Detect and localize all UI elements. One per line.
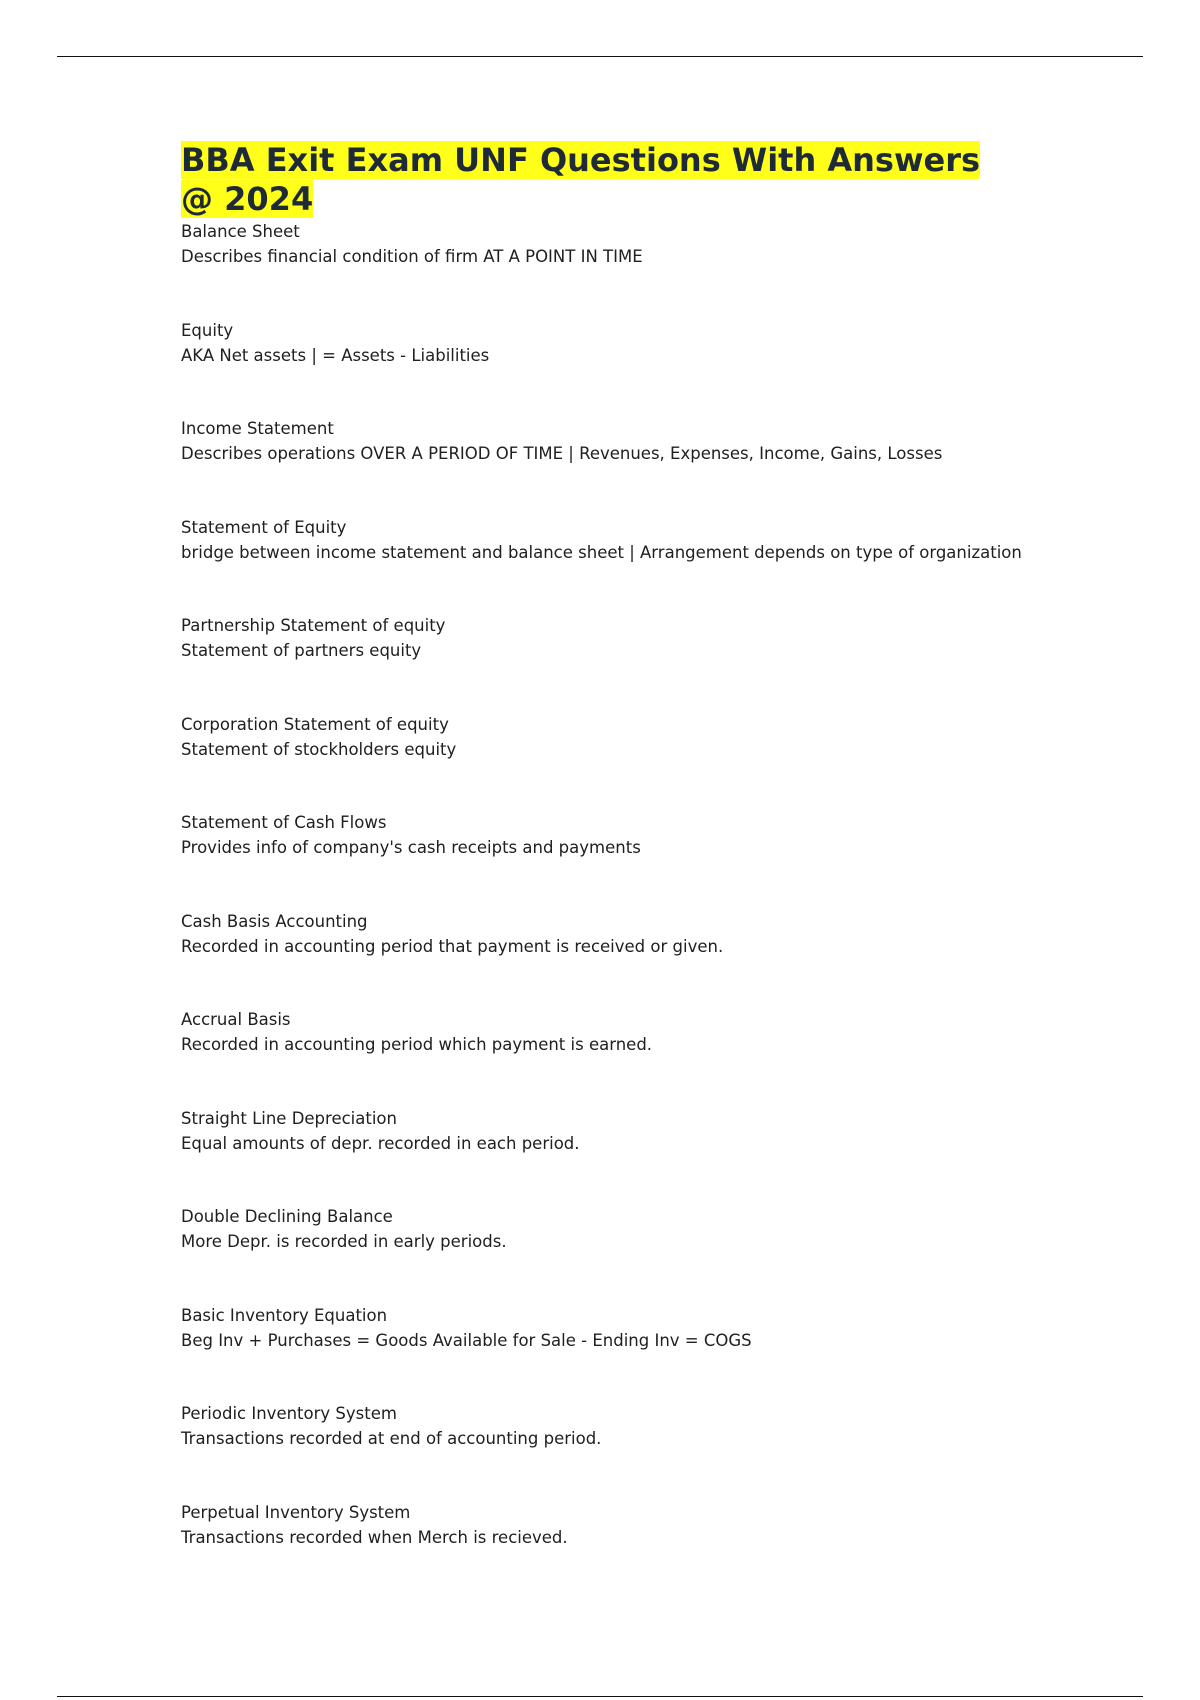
entry-partnership-statement (181, 613, 1081, 712)
entry-corporation-statement (181, 712, 1081, 811)
entry-term: Equity (181, 320, 234, 340)
entry-statement-of-equity (181, 515, 1081, 614)
entry-term: Statement of Cash Flows (181, 813, 387, 832)
entry-cash-flows (181, 810, 1081, 909)
entry-income-statement (181, 416, 1081, 515)
entry-straight-line (181, 1106, 1081, 1205)
title-line-2: @ 2024 (181, 180, 314, 218)
entry-term: Partnership Statement of equity (181, 616, 446, 635)
entry-balance-sheet (181, 219, 1081, 318)
entry-term: Basic Inventory Equation (181, 1305, 388, 1325)
entry-term: Income Statement (181, 419, 334, 438)
entry-definition: AKA Net assets | = Assets - Liabilities (181, 345, 490, 365)
entry-term: Statement of Equity (181, 517, 347, 537)
entry-definition: bridge between income statement and balance sheet | Arrangement depends on type of organization (181, 542, 1022, 562)
entry-equity (181, 318, 1081, 417)
entry-definition: Provides info of company's cash receipts and payments (181, 838, 641, 857)
header-rule (57, 56, 1143, 57)
entry-term: Accrual Basis (181, 1010, 291, 1029)
entry-perpetual-inventory (181, 1500, 1081, 1599)
entry-inventory-equation (181, 1303, 1081, 1402)
entry-definition: Beg Inv + Purchases = Goods Available for Sale - Ending Inv = COGS (181, 1330, 752, 1350)
document-title (181, 141, 1081, 219)
entry-term: Double Declining Balance (181, 1207, 393, 1226)
entry-term: Straight Line Depreciation (181, 1108, 397, 1128)
document-body (181, 141, 1081, 1598)
entry-definition: Transactions recorded at end of accounting period. (181, 1429, 602, 1448)
entry-definition: Equal amounts of depr. recorded in each period. (181, 1133, 580, 1153)
entry-definition: Transactions recorded when Merch is recieved. (181, 1527, 568, 1547)
entry-accrual-basis (181, 1007, 1081, 1106)
entry-term: Periodic Inventory System (181, 1404, 397, 1423)
entry-term: Corporation Statement of equity (181, 714, 449, 734)
entry-definition: More Depr. is recorded in early periods. (181, 1232, 507, 1251)
entry-definition: Recorded in accounting period which payment is earned. (181, 1035, 653, 1054)
entry-definition: Statement of partners equity (181, 641, 422, 660)
footer-rule (57, 1696, 1143, 1697)
entry-definition: Statement of stockholders equity (181, 739, 457, 759)
entry-definition: Recorded in accounting period that payment is received or given. (181, 936, 724, 956)
entry-term: Balance Sheet (181, 222, 300, 241)
entry-double-declining (181, 1204, 1081, 1303)
title-line-1: BBA Exit Exam UNF Questions With Answers (181, 141, 981, 179)
entry-cash-basis (181, 909, 1081, 1008)
entry-term: Perpetual Inventory System (181, 1502, 411, 1522)
entry-definition: Describes financial condition of firm AT A POINT IN TIME (181, 247, 643, 266)
entry-periodic-inventory (181, 1401, 1081, 1500)
entry-definition: Describes operations OVER A PERIOD OF TIME | Revenues, Expenses, Income, Gains, Losses (181, 444, 943, 463)
entry-term: Cash Basis Accounting (181, 911, 368, 931)
